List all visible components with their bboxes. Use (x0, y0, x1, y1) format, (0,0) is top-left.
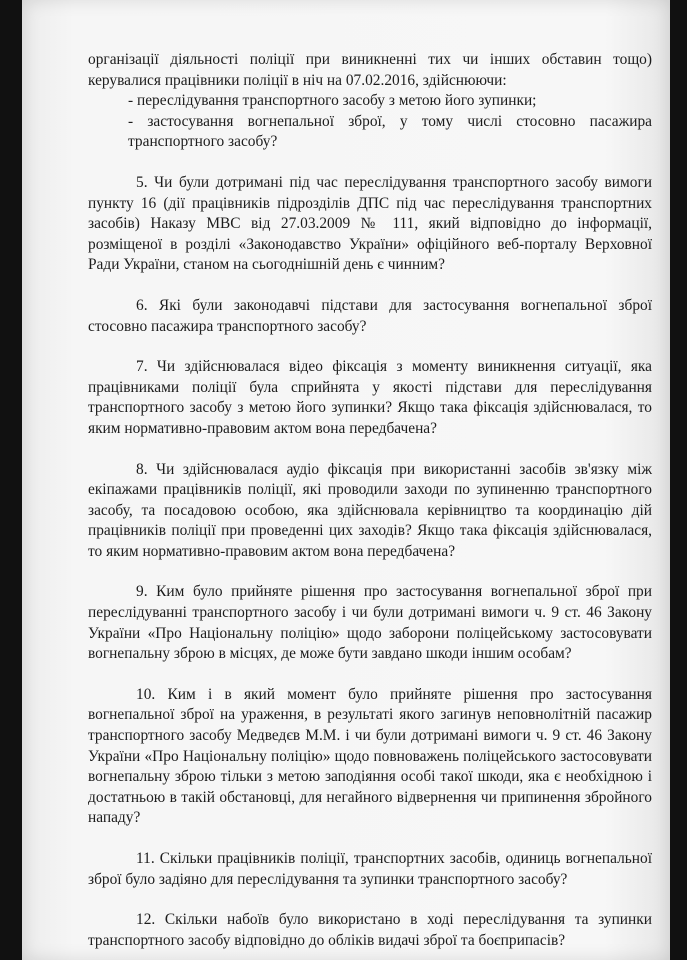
intro-paragraph: організації діяльності поліції при виникненні тих чи інших обставин тощо) керувалися працівники поліції в ніч на 07.02.2016, здійснюючи: (88, 51, 652, 89)
question-5: 5. Чи були дотримані під час переслідування транспортного засобу вимоги пункту 16 (дії працівників підрозділів ДПС під час переслідування транспортних засобів) Наказу МВС від 27.03.2009 № 111, який відповідно до інформації, розміщеної в розділі «Законодавство України» офіційного веб-порталу Верховної Ради України, станом на сьогоднішній день є чинним? (88, 173, 652, 274)
question-10: 10. Ким і в який момент було прийняте рішення про застосування вогнепальної зброї на ураження, в результаті якого загинув неповнолітній пасажир транспортного засобу Медведєв М.М. і чи були дотримані вимоги ч. 9 ст. 46 Закону України «Про Національну поліцію» щодо повноважень поліцейського застосовувати вогнепальну зброю тільки з метою заподіяння особі такої шкоди, яка є необхідною і достатньою в такій обстановці, для негайного відвернення чи припинення збройного нападу? (88, 685, 652, 827)
question-12: 12. Скільки набоїв було використано в ході переслідування та зупинки транспортного засобу відповідно до обліків видачі зброї та боєприпасів? (88, 911, 652, 949)
question-11: 11. Скільки працівників поліції, транспортних засобів, одиниць вогнепальної зброї було задіяно для переслідування та зупинки транспортного засобу? (88, 850, 652, 888)
question-6: 6. Які були законодавчі підстави для застосування вогнепальної зброї стосовно пасажира транспортного засобу? (88, 296, 652, 335)
document-page (22, 0, 670, 960)
question-9: 9. Ким було прийняте рішення про застосування вогнепальної зброї при переслідуванні транспортного засобу і чи були дотримані вимоги ч. 9 ст. 46 Закону України «Про Національну поліцію» щодо заборони поліцейському застосовувати вогнепальну зброю в місцях, де може бути завдано шкоди іншим особам? (88, 583, 652, 663)
question-8: 8. Чи здійснювалася аудіо фіксація при використанні засобів зв'язку між екіпажами працівників поліції, які проводили заходи по зупиненню транспортного засобу, та посадовою особою, яка здійснювала керівництво та координацію дій працівників поліції при проведенні цих заходів? Якщо така фіксація здійснювалася, то яким нормативно-правовим актом вона передбачена? (88, 460, 652, 560)
document-body (88, 50, 652, 951)
bullet-firearm: - застосування вогнепальної зброї, у тому числі стосовно пасажира транспортного засобу? (128, 112, 652, 151)
bullet-pursuit: - переслідування транспортного засобу з метою його зупинки; (128, 92, 537, 110)
question-7: 7. Чи здійснювалася відео фіксація з моменту виникнення ситуації, яка працівниками поліції була сприйнята у якості підстави для переслідування транспортного засобу з метою його зупинки? Якщо така фіксація здійснювалася, то яким нормативно-правовим актом вона передбачена? (88, 358, 652, 437)
